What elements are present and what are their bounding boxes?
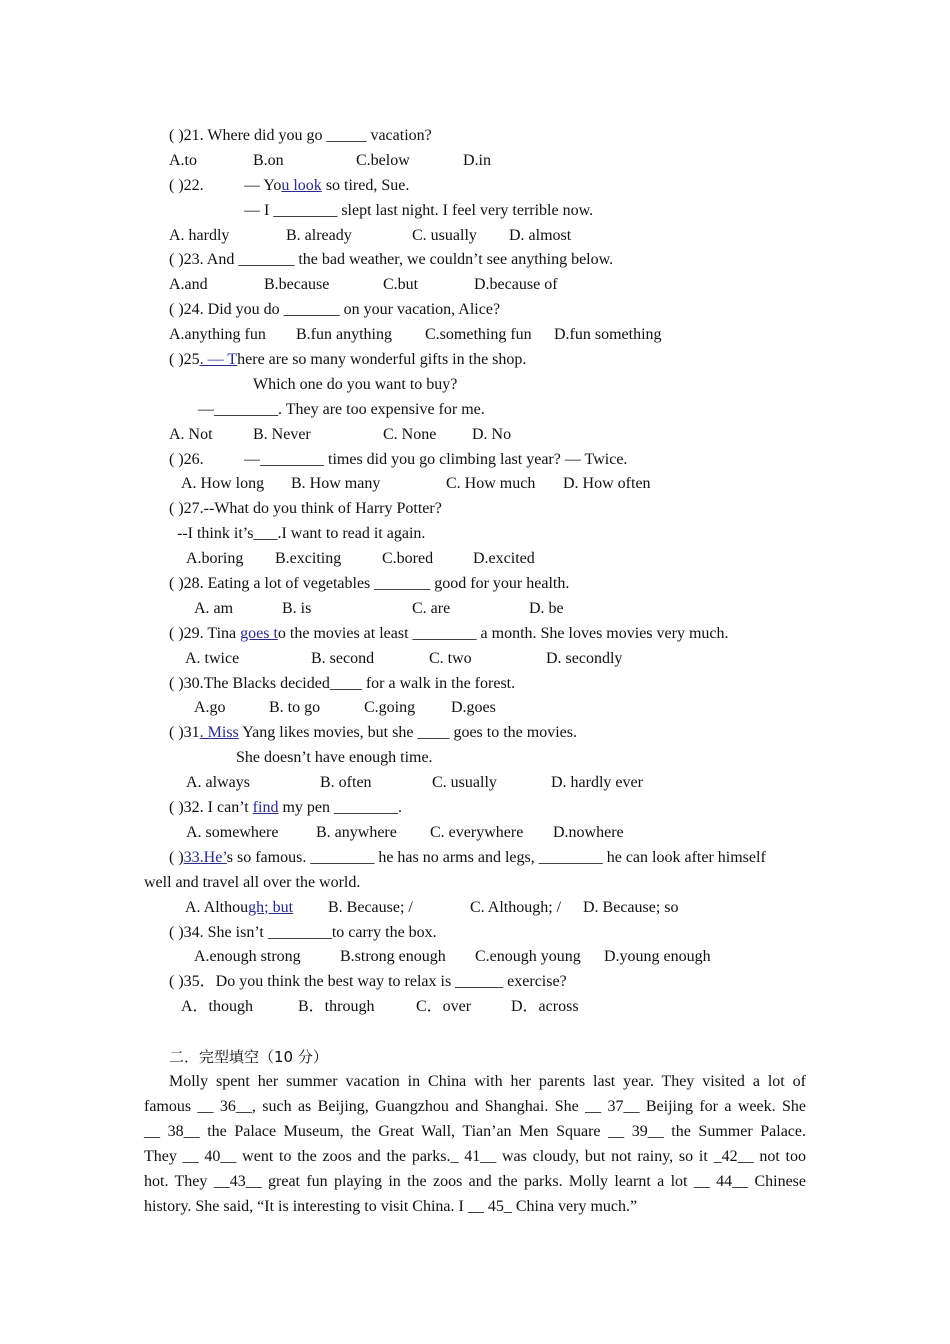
q32-link[interactable]: find (252, 799, 279, 817)
q25-stem: ( )25. — There are so many wonderful gifts in the shop. (169, 351, 527, 369)
q24-options (0, 323, 950, 348)
q27-stem: ( )27.--What do you think of Harry Potter? (169, 500, 442, 518)
q28-stem: ( )28. Eating a lot of vegetables _______ good for your health. (169, 575, 570, 593)
q27-option-d: D.excited (473, 550, 535, 568)
q32-option-b: B. anywhere (316, 823, 397, 841)
q22-stem: ( )22. — You look so tired, Sue. (169, 176, 410, 194)
q23-option-a: A.and (169, 276, 208, 294)
q26-option-a: A. How long (181, 475, 265, 493)
q32-option-d: D.nowhere (553, 823, 624, 841)
q23-option-c: C.but (383, 276, 419, 294)
q32-options (0, 821, 950, 846)
q34-stem: ( )34. She isn’t ________to carry the box. (169, 923, 437, 941)
q30-option-d: D.goes (451, 699, 496, 717)
q28-options (0, 597, 950, 622)
q21-option-d: D.in (463, 151, 491, 169)
q31-stem: ( )31. Miss Yang likes movies, but she ____ goes to the movies. (169, 724, 577, 742)
q33-option-c: C. Although; / (470, 898, 562, 916)
q24-option-d: D.fun something (554, 326, 662, 344)
q25-option-d: D. No (472, 425, 512, 443)
q25-option-b: B. Never (253, 425, 311, 443)
q27-option-b: B.exciting (275, 550, 342, 568)
q35-options (0, 995, 950, 1020)
q26-stem: ( )26. —________ times did you go climbing last year? — Twice. (169, 450, 628, 468)
q24-option-a: A.anything fun (169, 326, 266, 344)
q33-option-a-link[interactable]: gh; but (248, 898, 294, 916)
q34-option-c: C.enough young (475, 948, 581, 966)
q34-options (0, 945, 950, 970)
q21-option-a: A.to (169, 151, 197, 169)
q29-option-b: B. second (311, 649, 375, 667)
q27-options (0, 547, 950, 572)
q22-line2: — I ________ slept last night. I feel very terrible now. (244, 201, 594, 219)
q24-option-c: C.something fun (425, 326, 532, 344)
q35-option-b: B．through (298, 998, 375, 1016)
q21-options (0, 149, 950, 174)
q35-option-d: D．across (511, 998, 579, 1016)
q31-option-a: A. always (186, 774, 250, 792)
q25-link[interactable]: . — T (199, 351, 238, 369)
q23-stem: ( )23. And _______ the bad weather, we couldn’t see anything below. (169, 251, 614, 269)
q30-options (0, 696, 950, 721)
q29-stem: ( )29. Tina goes to the movies at least ________ a month. She loves movies very much. (169, 624, 729, 642)
q21-option-c: C.below (356, 151, 410, 169)
q33-stem: ( )33.He’s so famous. ________ he has no arms and legs, ________ he can look after himself (169, 848, 766, 866)
q31-line2: She doesn’t have enough time. (236, 749, 433, 767)
q22-option-c: C. usually (412, 226, 477, 244)
cloze-line-3: __ 38__ the Palace Museum, the Great Wall, Tian’an Men Square __ 39__ the Summer Palace. (144, 1123, 806, 1140)
q30-option-a: A.go (194, 699, 226, 717)
q33-option-b: B. Because; / (328, 898, 413, 916)
q22-option-d: D. almost (509, 226, 572, 244)
q30-option-c: C.going (364, 699, 416, 717)
q31-option-d: D. hardly ever (551, 774, 643, 792)
q31-option-c: C. usually (432, 774, 497, 792)
q28-option-b: B. is (282, 599, 312, 617)
q26-options (0, 472, 950, 497)
q22-option-b: B. already (286, 226, 352, 244)
q28-option-a: A. am (194, 599, 234, 617)
q25-option-a: A. Not (169, 425, 213, 443)
q34-option-b: B.strong enough (340, 948, 446, 966)
q33-link[interactable]: 33.He’ (183, 848, 227, 866)
q35-stem: ( )35．Do you think the best way to relax is ______ exercise? (169, 973, 567, 991)
q30-option-b: B. to go (269, 699, 321, 717)
cloze-line-5: hot. They __43__ great fun playing in the zoos and the parks. Molly learnt a lot __ 44__ Chinese (144, 1173, 806, 1190)
q29-option-d: D. secondly (546, 649, 623, 667)
q25-line3: —________. They are too expensive for me. (198, 400, 485, 418)
exam-page (0, 124, 950, 1020)
q33-options (0, 896, 950, 921)
q35-option-c: C．over (416, 998, 472, 1016)
cloze-line-1: Molly spent her summer vacation in China with her parents last year. They visited a lot of (169, 1073, 806, 1090)
q34-option-a: A.enough strong (194, 948, 301, 966)
q22-options (0, 224, 950, 249)
q30-stem: ( )30.The Blacks decided____ for a walk in the forest. (169, 674, 516, 692)
q28-option-c: C. are (412, 599, 451, 617)
section-heading: 二．完型填空（10 分） (169, 1048, 328, 1066)
q31-link[interactable]: . Miss (199, 724, 239, 742)
q27-option-a: A.boring (186, 550, 244, 568)
q25-option-c: C. None (383, 425, 437, 443)
q23-option-b: B.because (264, 276, 330, 294)
q25-options (0, 423, 950, 448)
q29-option-c: C. two (429, 649, 472, 667)
q27-option-c: C.bored (382, 550, 434, 568)
q33-option-a: A. Although; but (185, 898, 294, 916)
q21-stem: ( )21. Where did you go _____ vacation? (169, 127, 432, 144)
q27-line2: --I think it’s___.I want to read it again. (177, 525, 426, 543)
q33-option-d: D. Because; so (583, 898, 679, 916)
q25-line2: Which one do you want to buy? (253, 375, 458, 393)
cloze-line-4: They __ 40__ went to the zoos and the parks._ 41__ was cloudy, but not rainy, so it _42__ not too (144, 1148, 806, 1165)
q31-options (0, 771, 950, 796)
q29-options (0, 647, 950, 672)
q23-options (0, 273, 950, 298)
q31-option-b: B. often (320, 774, 372, 792)
q22-link[interactable]: u look (281, 176, 322, 194)
q24-option-b: B.fun anything (296, 326, 392, 344)
q29-link[interactable]: goes t (240, 624, 278, 642)
q35-option-a: A．though (181, 998, 254, 1016)
q32-option-c: C. everywhere (430, 823, 524, 841)
q28-option-d: D. be (529, 599, 564, 617)
q21-option-b: B.on (253, 151, 284, 169)
q33-line2: well and travel all over the world. (144, 873, 361, 891)
cloze-line-2: famous __ 36__, such as Beijing, Guangzhou and Shanghai. She __ 37__ Beijing for a week. She (144, 1098, 806, 1115)
cloze-line-6: history. She said, “It is interesting to visit China. I __ 45_ China very much.” (144, 1198, 638, 1215)
q26-option-b: B. How many (291, 475, 381, 493)
q26-option-d: D. How often (563, 475, 651, 493)
q24-stem: ( )24. Did you do _______ on your vacation, Alice? (169, 301, 501, 319)
q32-stem: ( )32. I can’t find my pen ________. (169, 799, 402, 817)
q22-option-a: A. hardly (169, 226, 230, 244)
q29-option-a: A. twice (185, 649, 240, 667)
q32-option-a: A. somewhere (186, 823, 279, 841)
q23-option-d: D.because of (474, 276, 558, 294)
q26-option-c: C. How much (446, 475, 536, 493)
q34-option-d: D.young enough (604, 948, 711, 966)
